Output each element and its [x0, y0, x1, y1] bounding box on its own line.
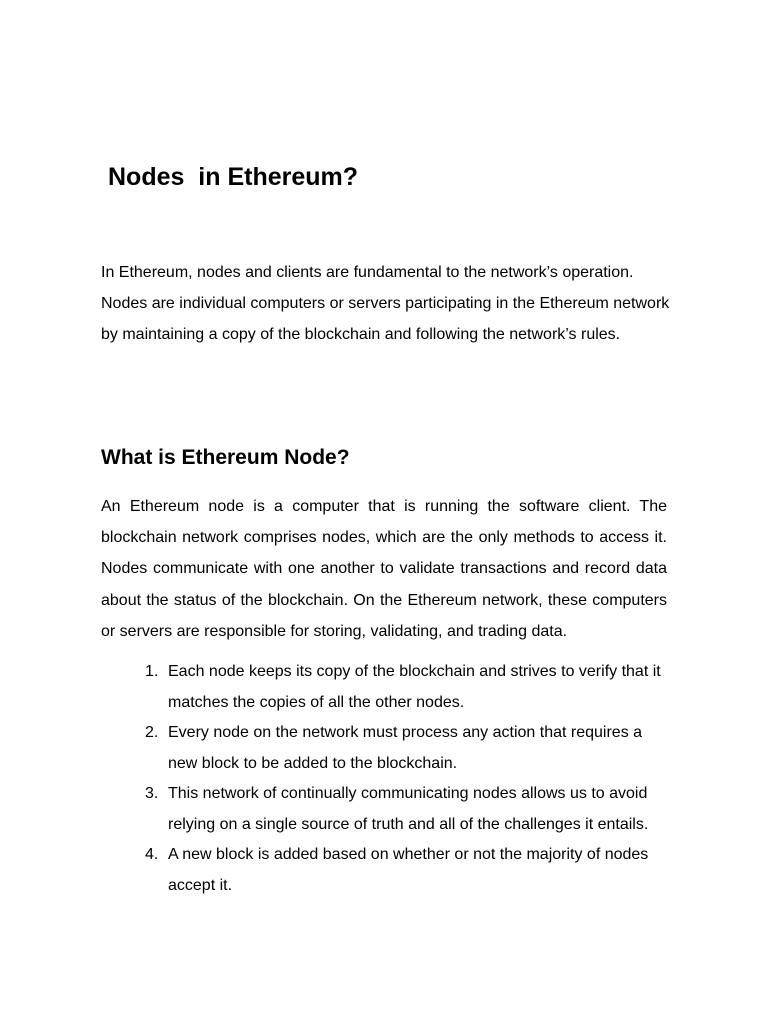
- list-item: [0, 657, 666, 718]
- page-title: Nodes in Ethereum?: [108, 163, 359, 191]
- list-item-text: Every node on the network must process any action that requires a new block to be added to the blockchain.: [168, 724, 643, 772]
- section-heading: What is Ethereum Node?: [101, 446, 350, 469]
- list-item: [0, 779, 666, 840]
- list-item-number: 2.: [145, 724, 159, 741]
- numbered-list: [0, 657, 768, 901]
- list-item: [0, 718, 666, 779]
- list-item-text: Each node keeps its copy of the blockchain and strives to verify that it matches the copies of all the other nodes.: [168, 663, 661, 711]
- intro-paragraph: In Ethereum, nodes and clients are fundamental to the network’s operation. Nodes are individual computers or servers participating in the Ethereum network by maintaining a copy of the blockchain and following the network’s rules.: [101, 264, 670, 343]
- list-item-number: 4.: [145, 846, 159, 863]
- section-paragraph: An Ethereum node is a computer that is running the software client. The blockchain network comprises nodes, which are the only methods to access it. Nodes communicate with one another to validate transactions and record data about the status of the blockchain. On the Ethereum network, these computers or servers are responsible for storing, validating, and trading data.: [101, 498, 667, 640]
- list-item-text: This network of continually communicating nodes allows us to avoid relying on a single source of truth and all of the challenges it entails.: [168, 785, 649, 833]
- list-item-text: A new block is added based on whether or not the majority of nodes accept it.: [168, 846, 649, 894]
- list-item-number: 1.: [145, 663, 159, 680]
- list-item: [0, 840, 666, 901]
- list-item-number: 3.: [145, 785, 159, 802]
